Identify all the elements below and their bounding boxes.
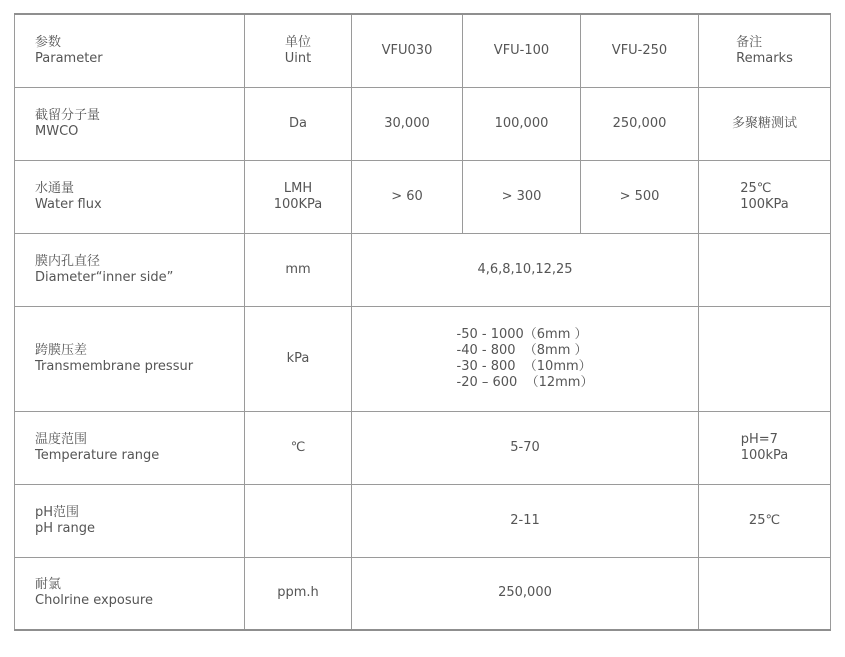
- water-flux-label-en: Water flux: [35, 196, 102, 212]
- mwco-vfu250: 250,000: [581, 87, 699, 160]
- mwco-label-cell: [15, 87, 245, 160]
- header-remarks-zh: 备注: [736, 34, 763, 50]
- header-unit-en: Uint: [284, 50, 312, 66]
- ph-label-en: pH range: [35, 520, 95, 536]
- mwco-vfu030: 30,000: [352, 87, 463, 160]
- tmp-value-6mm: -50 - 1000（6mm ）: [456, 326, 588, 342]
- water-flux-vfu030: > 60: [352, 160, 463, 233]
- temperature-label-en: Temperature range: [35, 447, 160, 463]
- header-parameter-cell: [15, 14, 245, 87]
- header-parameter-zh: 参数: [35, 34, 62, 50]
- mwco-unit: Da: [245, 87, 352, 160]
- water-flux-remark-line1: 25℃: [740, 180, 772, 196]
- header-row: [15, 14, 831, 87]
- tmp-value-10mm: -30 - 800 （10mm）: [456, 358, 592, 374]
- diameter-label-cell: [15, 233, 245, 306]
- header-unit-cell: [245, 14, 352, 87]
- water-flux-unit-line1: LMH: [283, 180, 313, 196]
- diameter-remark: [699, 233, 831, 306]
- water-flux-vfu250: > 500: [581, 160, 699, 233]
- temperature-remark: [741, 432, 789, 464]
- water-flux-vfu100: > 300: [463, 160, 581, 233]
- diameter-value: 4,6,8,10,12,25: [352, 233, 699, 306]
- ph-unit: [245, 484, 352, 557]
- header-remarks: [736, 35, 793, 67]
- water-flux-remark: [740, 181, 789, 213]
- tmp-label-zh: 跨膜压差: [35, 342, 88, 358]
- tmp-label-cell: [15, 306, 245, 411]
- temperature-value: 5-70: [352, 411, 699, 484]
- chlorine-label-en: Cholrine exposure: [35, 593, 153, 609]
- row-temperature: [15, 411, 831, 484]
- tmp-values: [457, 327, 594, 391]
- header-unit-zh: 单位: [284, 34, 311, 50]
- ph-remark: 25℃: [699, 484, 831, 557]
- row-transmembrane-pressure: [15, 306, 831, 411]
- row-ph: [15, 484, 831, 557]
- tmp-values-cell: [352, 306, 699, 411]
- row-mwco: [15, 87, 831, 160]
- temperature-unit: ℃: [245, 411, 352, 484]
- ph-value: 2-11: [352, 484, 699, 557]
- tmp-value-12mm: -20 – 600 （12mm）: [456, 374, 594, 390]
- water-flux-remark-cell: [699, 160, 831, 233]
- row-chlorine: [15, 557, 831, 630]
- header-parameter-en: Parameter: [35, 50, 103, 66]
- temperature-label-cell: [15, 411, 245, 484]
- water-flux-label-cell: [15, 160, 245, 233]
- chlorine-value: 250,000: [352, 557, 699, 630]
- diameter-unit: mm: [245, 233, 352, 306]
- ph-label-cell: [15, 484, 245, 557]
- row-water-flux: [15, 160, 831, 233]
- water-flux-unit-line2: 100KPa: [273, 196, 323, 212]
- chlorine-label-cell: [15, 557, 245, 630]
- header-remarks-en: Remarks: [736, 50, 793, 66]
- header-vfu030: VFU030: [352, 14, 463, 87]
- header-remarks-cell: [699, 14, 831, 87]
- header-vfu100: VFU-100: [463, 14, 581, 87]
- mwco-label-zh: 截留分子量: [35, 107, 101, 123]
- mwco-vfu100: 100,000: [463, 87, 581, 160]
- ph-label-zh: pH范围: [35, 504, 80, 520]
- chlorine-remark: [699, 557, 831, 630]
- diameter-label-en: Diameter“inner side”: [35, 269, 174, 285]
- temperature-label-zh: 温度范围: [35, 431, 88, 447]
- water-flux-label-zh: 水通量: [35, 180, 75, 196]
- mwco-remark: 多聚糖测试: [699, 87, 831, 160]
- mwco-label-en: MWCO: [35, 123, 79, 139]
- chlorine-unit: ppm.h: [245, 557, 352, 630]
- water-flux-remark-line2: 100KPa: [740, 196, 789, 212]
- tmp-remark: [699, 306, 831, 411]
- tmp-label-en: Transmembrane pressur: [35, 358, 194, 374]
- tmp-value-8mm: -40 - 800 （8mm ）: [456, 342, 588, 358]
- diameter-label-zh: 膜内孔直径: [35, 253, 101, 269]
- row-diameter: [15, 233, 831, 306]
- tmp-unit: kPa: [245, 306, 352, 411]
- temperature-remark-line1: pH=7: [740, 431, 778, 447]
- chlorine-label-zh: 耐氯: [35, 577, 62, 593]
- water-flux-unit-cell: [245, 160, 352, 233]
- spec-table: [14, 13, 831, 631]
- temperature-remark-cell: [699, 411, 831, 484]
- header-vfu250: VFU-250: [581, 14, 699, 87]
- temperature-remark-line2: 100kPa: [740, 447, 789, 463]
